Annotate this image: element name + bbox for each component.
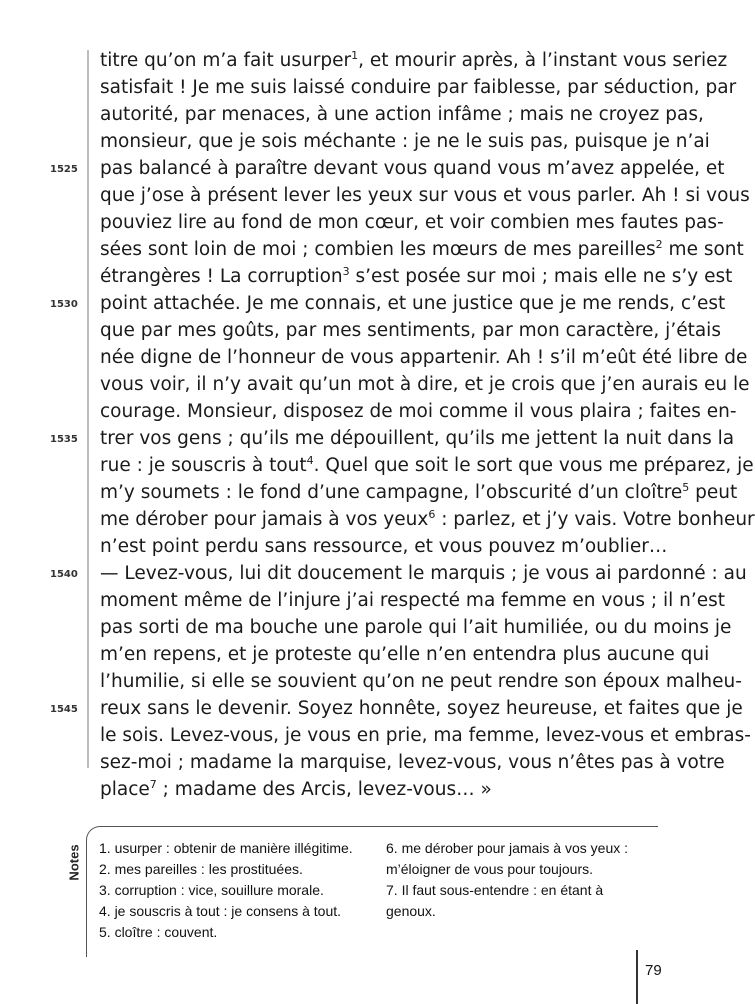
text-segment: rue : je souscris à tout: [100, 455, 307, 476]
note-entry: genoux.: [386, 903, 436, 919]
text-segment: — Levez-vous, lui dit doucement le marquis ; je vous ai pardonné : au: [100, 563, 747, 584]
note-entry: 4. je souscris à tout : je consens à tout.: [99, 903, 342, 919]
text-line: [100, 290, 726, 317]
line-number: 1530: [50, 299, 78, 310]
text-line: [100, 236, 744, 263]
text-line: [100, 209, 724, 236]
text-segment: moment même de l’injure j’ai respecté ma femme en vous ; il n’est: [100, 590, 726, 611]
note-entry: 3. corruption : vice, souillure morale.: [99, 882, 324, 898]
text-segment: me dérober pour jamais à vos yeux: [100, 509, 429, 530]
page-number-rule: [636, 950, 638, 1004]
text-line: [100, 101, 704, 128]
line-number: 1540: [50, 569, 78, 580]
text-segment: reux sans le devenir. Soyez honnête, soyez heureuse, et faites que je: [100, 698, 743, 719]
text-segment: vous voir, il n’y avait qu’un mot à dire, et je crois que j’en aurais eu le: [100, 374, 750, 395]
footnote-ref: 4: [306, 454, 314, 467]
text-line: [100, 371, 750, 398]
text-segment: . Quel que soit le sort que vous me préparez, je: [313, 455, 754, 476]
notes-label: [66, 843, 86, 883]
text-line: [100, 776, 658, 803]
text-segment: trer vos gens ; qu’ils me dépouillent, qu’ils me jettent la nuit dans la: [100, 428, 735, 449]
text-line: [100, 749, 725, 776]
text-line: [100, 344, 748, 371]
text-line: [100, 668, 742, 695]
line-number: 1535: [50, 434, 78, 445]
text-line: [100, 479, 738, 506]
text-line: [100, 317, 721, 344]
text-line: [100, 587, 726, 614]
text-segment: née digne de l’honneur de vous appartenir. Ah ! s’il m’eût été libre de: [100, 347, 748, 368]
text-segment: m’en repens, et je proteste qu’elle n’en entendra plus aucune qui: [100, 644, 710, 665]
footnote-ref: 2: [655, 238, 663, 251]
text-segment: courage. Monsieur, disposez de moi comme il vous plaira ; faites en-: [100, 401, 737, 422]
note-entry: 1. usurper : obtenir de manière illégitime.: [99, 840, 353, 856]
text-segment: que par mes goûts, par mes sentiments, par mon caractère, j’étais: [100, 320, 721, 341]
line-number: 1525: [50, 164, 78, 175]
note-entry: m’éloigner de vous pour toujours.: [386, 861, 594, 877]
text-line: [100, 614, 732, 641]
text-segment: titre qu’on m’a fait usurper: [100, 50, 352, 71]
footnote-ref: 5: [682, 481, 690, 494]
footnote-ref: 1: [351, 49, 359, 62]
text-line: [100, 47, 728, 74]
text-segment: l’humilie, si elle se souvient qu’on ne peut rendre son époux malheu-: [100, 671, 742, 692]
text-segment: ; madame des Arcis, levez-vous… »: [156, 779, 492, 800]
page-number: 79: [645, 962, 662, 979]
text-segment: me sont: [662, 239, 744, 260]
text-line: [100, 74, 737, 101]
text-line: [100, 128, 710, 155]
note-entry: 2. mes pareilles : les prostituées.: [99, 861, 303, 877]
text-line: [100, 641, 710, 668]
note-entry: 7. Il faut sous-entendre : en étant à: [386, 882, 604, 898]
text-segment: pas balancé à paraître devant vous quand vous m’avez appelée, et: [100, 158, 725, 179]
footnote-ref: 3: [342, 265, 350, 278]
note-entry: 5. cloître : couvent.: [99, 924, 218, 940]
text-segment: pas sorti de ma bouche une parole qui l’ait humiliée, ou du moins je: [100, 617, 732, 638]
text-line: [100, 560, 747, 587]
text-segment: : parlez, et j’y vais. Votre bonheur: [435, 509, 755, 530]
text-segment: s’est posée sur moi ; mais elle ne s’y est: [349, 266, 733, 287]
text-segment: sez-moi ; madame la marquise, levez-vous, vous n’êtes pas à votre: [100, 752, 725, 773]
text-line: [100, 452, 754, 479]
text-segment: n’est point perdu sans ressource, et vous pouvez m’oublier…: [100, 536, 668, 557]
text-line: [100, 263, 733, 290]
text-margin-bar: [87, 50, 89, 768]
footnote-ref: 6: [428, 508, 436, 521]
text-line: [100, 722, 751, 749]
text-segment: satisfait ! Je me suis laissé conduire par faiblesse, par séduction, par: [100, 77, 737, 98]
text-segment: que j’ose à présent lever les yeux sur vous et vous parler. Ah ! si vous: [100, 185, 750, 206]
text-segment: point attachée. Je me connais, et une justice que je me rends, c’est: [100, 293, 726, 314]
text-segment: le sois. Levez-vous, je vous en prie, ma femme, levez-vous et embras-: [100, 725, 751, 746]
text-line: [100, 533, 668, 560]
text-segment: autorité, par menaces, à une action infâme ; mais ne croyez pas,: [100, 104, 704, 125]
notes-label-text: Notes: [66, 844, 82, 881]
text-segment: pouviez lire au fond de mon cœur, et voir combien mes fautes pas-: [100, 212, 724, 233]
text-line: [100, 155, 725, 182]
text-segment: , et mourir après, à l’instant vous seriez: [358, 50, 728, 71]
text-segment: sées sont loin de moi ; combien les mœurs de mes pareilles: [100, 239, 656, 260]
text-line: [100, 425, 735, 452]
text-line: [100, 182, 750, 209]
text-segment: peut: [689, 482, 738, 503]
note-entry: 6. me dérober pour jamais à vos yeux :: [386, 840, 629, 856]
text-segment: m’y soumets : le fond d’une campagne, l’obscurité d’un cloître: [100, 482, 683, 503]
text-segment: étrangères ! La corruption: [100, 266, 343, 287]
text-line: [100, 695, 743, 722]
line-number: 1545: [50, 704, 78, 715]
text-segment: place: [100, 779, 150, 800]
footnote-ref: 7: [149, 778, 157, 791]
text-line: [100, 506, 755, 533]
text-line: [100, 398, 737, 425]
text-segment: monsieur, que je sois méchante : je ne le suis pas, puisque je n’ai: [100, 131, 710, 152]
